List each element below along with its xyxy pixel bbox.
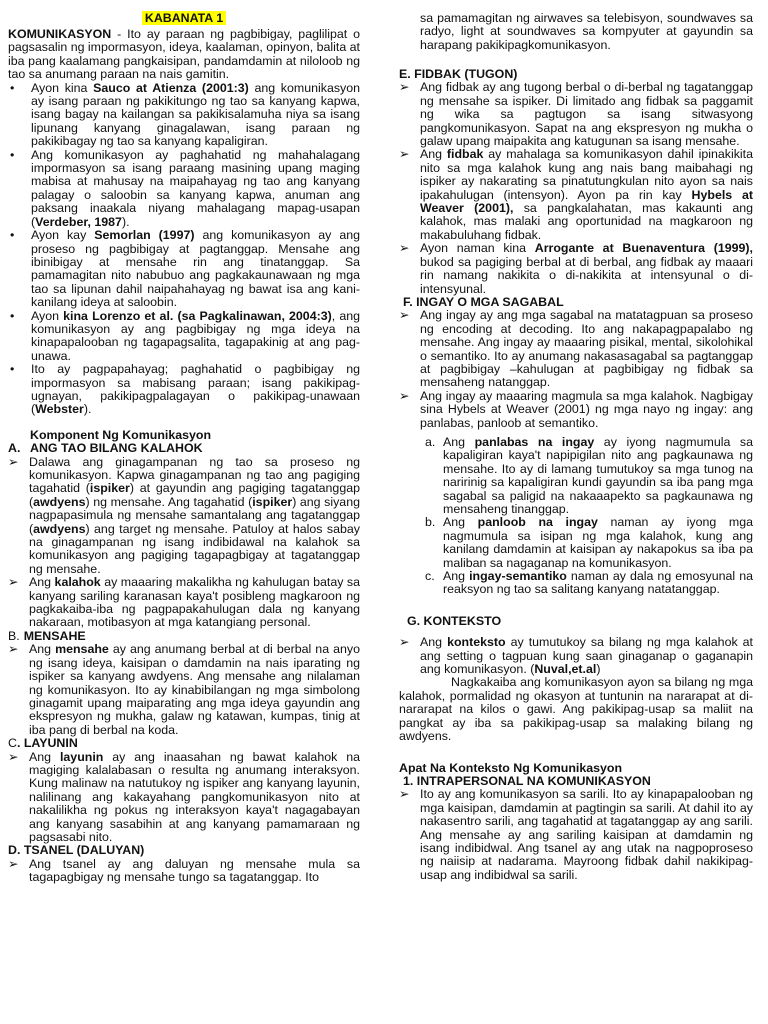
definition-source: Webster: [35, 402, 84, 417]
definition-item: [8, 82, 360, 149]
section-f-items: [399, 309, 753, 430]
intro-paragraph: [8, 28, 360, 82]
arrow-bullet-icon: ➢: [399, 147, 410, 162]
section-b-items: [8, 643, 360, 737]
section-a-items: [8, 456, 360, 630]
definition-item: [8, 310, 360, 364]
section-a-text: awdyens: [33, 494, 86, 509]
section-g-text: ay tumutukoy sa bilang ng mga kalahok at ang setting o tagpuan kung saan ginaganap o gaganapin ang komunikasyon. (: [420, 635, 753, 677]
noise-type-text: panloob na ingay: [477, 515, 598, 530]
section-a-item: [8, 456, 360, 577]
section-f-item: [399, 390, 753, 430]
contexts-heading: Apat Na Konteksto Ng Komunikasyon: [399, 760, 623, 775]
arrow-bullet-icon: ➢: [399, 787, 410, 802]
section-a-text: kalahok: [54, 575, 101, 590]
section-d-item: [8, 858, 360, 885]
noise-type-item: [399, 570, 753, 597]
right-column: [399, 0, 753, 882]
definition-item: [8, 229, 360, 309]
arrow-bullet-icon: ➢: [8, 642, 19, 657]
section-a-heading: A. ANG TAO BILANG KALAHOK: [8, 441, 203, 456]
section-d-heading: D. TSANEL (DALUYAN): [8, 843, 145, 858]
chapter-title: KABANATA 1: [142, 11, 226, 25]
noise-type-text: Ang: [443, 569, 470, 584]
section-e-item: [399, 81, 753, 148]
section-a-text: ay maaaring makalikha ng kahulugan batay sa kanyang sariling karanasan kaya't posibleng magkaroon ng pagkakaiba-iba ng pagpapakahulugan dala ng kanyang nakaraan, motibasyon at mga katangiang personal.: [29, 575, 360, 630]
section-e-text: Ang fidbak ay ang tugong berbal o di-berbal ng tagatanggap ng mensahe sa ispiker. Di limitado ang fidbak sa paggamit ng wika sa pagtugon sa isang sitwasyong pangkomunikasyon. Sapat na ang ekspresyon ng mukha o galaw upang maipakita ang katugunan sa isang mensahe.: [420, 80, 753, 149]
noise-type-text: ingay-semantiko: [469, 569, 567, 584]
section-g-heading: G. KONTEKSTO: [407, 613, 502, 628]
bullet-icon: •: [10, 80, 15, 95]
section-g-text: Ang: [420, 635, 448, 650]
section-f-text: Ang ingay ay maaaring magmula sa mga kalahok. Nagbigay sina Hybels at Weaver (2001) ng mga nayo ng ingay: ang panlabas, panloob at semantiko.: [420, 388, 753, 430]
components-heading: Komponent Ng Komunikasyon: [30, 427, 212, 442]
section-g-items: [399, 636, 753, 676]
arrow-bullet-icon: ➢: [399, 388, 410, 403]
noise-type-text: naman ay iyong mga nagmumula sa isipan ng mga kalahok, kung ang kanilang damdamin at kaisipan ay nakapokus sa iba pa maliban sa nagaganap na komunikasyon.: [443, 515, 753, 570]
bullet-icon: •: [10, 362, 15, 377]
section-b-text: ay ang anumang berbal at di berbal na anyo ng isang ideya, kaisipan o damdamin na nais iparating ng ispiker sa kanyang awdyens. Ang mensahe ang nilalaman ng komunikasyon. Ito ay kinabibilangan ng mga simbolong ginagamit upang maiparating ang mga ideya gayundin ang ekspresyon ng mukha, galaw ng katawan, kumpas, tinig at iba pang di berbal na koda.: [29, 642, 360, 737]
section-g-text: Nuval,et.al: [534, 662, 597, 677]
section-e-text: Arrogante at Buenaventura (1999),: [534, 241, 753, 256]
section-d-continuation: sa pamamagitan ng airwaves sa telebisyon, soundwaves sa radyo, light at soundwaves sa kompyuter at gayundin sa harapang pakikipagkomunikasyon.: [420, 11, 753, 52]
definition-text: ang komunikasyon ay ang proseso ng pagbibigay at pagtanggap. Mensahe ang ibinibigay at mensahe rin ang tinatanggap. Sa pamamagitan nito nabubuo ang pagkakaunawaan ng mga tao sa lipunan dahil naipahahayag ng bawat isa ang kani-kanilang ideya at saloobin.: [31, 228, 360, 310]
section-c-text: layunin: [59, 749, 104, 764]
section-g-item: [399, 636, 753, 676]
contexts-sub1: 1. INTRAPERSONAL NA KOMUNIKASYON: [403, 773, 651, 788]
arrow-bullet-icon: ➢: [8, 575, 19, 590]
definition-text: Ayon kina: [31, 80, 94, 95]
intro-term: KOMUNIKASYON: [8, 27, 112, 41]
arrow-bullet-icon: ➢: [399, 308, 410, 323]
section-a-text: awdyens: [33, 521, 86, 536]
contexts-item: [399, 788, 753, 882]
noise-type-text: panlabas na ingay: [474, 434, 595, 449]
section-e-heading: E. FIDBAK (TUGON): [399, 67, 518, 81]
section-b-text: Ang: [29, 642, 56, 657]
section-c-text: Ang: [29, 749, 60, 764]
section-f-subitems: [399, 436, 753, 597]
section-d-text: Ang tsanel ay ang daluyan ng mensahe mula sa tagapagbigay ng mensahe tungo sa tagatanggap. Ito: [29, 856, 360, 885]
noise-type-text: naman ay dala ng emosyunal na reaksyon ng tao sa salitang kanyang natatanggap.: [443, 569, 753, 597]
section-d-items: [8, 858, 360, 885]
arrow-bullet-icon: ➢: [8, 856, 19, 871]
bullet-icon: •: [10, 147, 15, 162]
section-a-item: [8, 576, 360, 630]
section-e-text: Ang: [420, 147, 447, 162]
section-e-items: [399, 81, 753, 296]
definition-text: Ayon: [31, 308, 64, 323]
section-a-text: Dalawa ang ginagampanan ng tao sa proseso ng komunikasyon. Kapwa ginagampanan ng tao ang pagiging tagahatid (: [29, 454, 360, 496]
definition-item: [8, 149, 360, 229]
contexts-text: Ito ay ang komunikasyon sa sarili. Ito ay kinapapalooban ng mga kaisipan, damdamin at pagtingin sa sarili. At dahil ito ay nakasentro sarili, ang tagahatid at tagatanggap ay ang sarili. Ang mensahe ay ang sariling kaisipan at damdamin ng isang indibidwal. Ang tsanel ay ang utak na nagpoproseso ng naiisip at nadarama. Mayroong fidbak dahil nakikipag-usap ang indibidwal sa sarili.: [420, 787, 753, 882]
noise-type-text: Ang: [443, 515, 478, 530]
noise-type-letter: b.: [425, 515, 436, 530]
section-f-item: [399, 309, 753, 389]
definition-text: ).: [121, 214, 130, 229]
section-f-heading: F. INGAY O MGA SAGABAL: [403, 294, 564, 309]
section-c-heading: C . LAYUNIN: [8, 736, 78, 751]
noise-type-text: Ang: [443, 434, 475, 449]
definition-text: ).: [83, 402, 92, 417]
section-e-text: Ayon naman kina: [420, 241, 535, 256]
definition-text: , ang komunikasyon ay ang pagbibigay ng mga ideya na kinapapalooban ng tagapagsalita, tagapakinig at ang pag-unawa.: [31, 308, 360, 363]
section-a-text: ispiker: [89, 481, 130, 496]
noise-type-letter: c.: [425, 569, 435, 584]
arrow-bullet-icon: ➢: [8, 749, 19, 764]
noise-type-item: [399, 436, 753, 516]
definition-text: Ang komunikasyon ay paghahatid ng mahahalagang impormasyon sa isang paraang masining upang maging mabisa at mahusay na maipahayag ng tao ang kanyang palagay o saloobin sa kanyang kapwa, anuman ang paksang inaakala niyang mahalagang mapag-usapan (: [31, 147, 360, 229]
contexts-items: [399, 788, 753, 882]
noise-type-item: [399, 516, 753, 570]
definitions-list: [8, 82, 360, 417]
section-a-text: ) ang siyang nagpapasimula ng mensahe samantalang ang tagatanggap (: [29, 494, 360, 536]
noise-type-text: ay iyong nagmumula sa kapaligiran kaya't napipigilan nito ang pagkaunawa ng mensahe. Ito ay di lamang tumutukoy sa mga tunog na naririnig sa kapaligiran kundi gayundin sa iba pang mga sagabal sa paligid na nakaaapekto sa pagkaunawa ng mensaheng tinanggap.: [443, 434, 753, 516]
section-a-text: ) ng mensahe. Ang tagahatid (: [85, 494, 253, 509]
section-g-paragraph: Nagkakaiba ang komunikasyon ayon sa bilang ng mga kalahok, pormalidad ng okasyon at tuntunin na nararapat at di-nararapat na kilos o gawi. Ang pakikipag-usap sa maliit na pangkat ay iba sa pakikipag-usap sa malaking bilang ng awdyens.: [399, 675, 753, 744]
definition-source: kina Lorenzo et al. (sa Pagkalinawan, 2004:3): [63, 308, 332, 323]
arrow-bullet-icon: ➢: [399, 80, 410, 95]
bullet-icon: •: [10, 228, 15, 243]
definition-text: Ito ay pagpapahayag; paghahatid o pagbibigay ng impormasyon sa mabisang paraan; isang pakikipag-ugnayan, pakikipagpalagayan o pakikipag-unawaan (: [31, 362, 360, 417]
definition-item: [8, 363, 360, 417]
definition-source: Semorlan (1997): [94, 228, 195, 243]
section-f-text: Ang ingay ay ang mga sagabal na matatagpuan sa proseso ng encoding at decoding. Ito ang nakapagpapalabo ng mensahe. Ang ingay ay maaaring pisikal, mental, sikolohikal o semantiko. Ito ay anumang nakasasagabal sa pagtanggap at pagbibigay –kahulugan at pagbibigay ng fidbak sa mensaheng natanggap.: [420, 308, 753, 390]
section-b-heading: B. MENSAHE: [8, 628, 86, 643]
arrow-bullet-icon: ➢: [399, 635, 410, 650]
section-b-text: mensahe: [55, 642, 109, 657]
section-a-text: ispiker: [252, 494, 293, 509]
section-e-text: Hybels at Weaver (2001),: [420, 187, 753, 216]
section-e-text: fidbak: [446, 147, 484, 162]
section-e-text: ay mahalaga sa komunikasyon dahil ipinakikita nito sa mga kalahok kung ang nais bang maibahagi ng ispiker ay nakarating sa pinatutungkulan nito ayon sa nais ipakahulugan (intensyon). Ayon pa rin kay: [420, 147, 753, 202]
left-column: [8, 12, 360, 885]
section-b-item: [8, 643, 360, 737]
definition-text: ang komunikasyon ay isang paraan ng pakikitungo ng tao sa kanyang kapwa, isang bagay na kailangan sa pakikisalamuha niya sa isang lipunang kanyang ginagalawan, isang paraan ng pakikibagay ng tao sa kanyang kapaligiran.: [31, 80, 361, 149]
definition-source: Sauco at Atienza (2001:3): [93, 80, 249, 95]
section-c-text: ay ang inaasahan ng bawat kalahok na magiging kalalabasan o resulta ng anumang interaksyon. Kung malinaw na natutukoy ng ispiker ang kanyang layunin, nalilinang ang kakayahang pangkomunikasyon nito at nakalilikha ng pokus ng interaksyon kaya't nagagabayan ang kanyang sasabihin at ang kanyang pamamaraan ng pagsasabi nito.: [29, 749, 360, 844]
definition-text: Ayon kay: [31, 228, 95, 243]
definition-source: Verdeber, 1987: [35, 214, 122, 229]
section-c-items: [8, 751, 360, 845]
section-g-text: konteksto: [447, 635, 506, 650]
section-a-text: ) ang target ng mensahe. Patuloy at halos sabay na ginagampanan ng isang indibidawal na kalahok sa komunikasyon ang pagiging tagapagbigay at tagatanggap ng mensahe.: [29, 521, 360, 576]
section-a-text: ) at gayundin ang pagiging tagatanggap (: [29, 481, 360, 509]
bullet-icon: •: [10, 308, 15, 323]
section-a-text: Ang: [29, 575, 55, 590]
section-e-text: bukod sa pagiging berbal at di berbal, ang fidbak ay maaari rin namang nakikita o di-nakikita at intensyunal o di- intensyunal.: [420, 254, 753, 296]
section-c-item: [8, 751, 360, 845]
section-e-item: [399, 242, 753, 296]
intro-text: - Ito ay paraan ng pagbibigay, paglilipat o pagsasalin ng impormasyon, ideya, kaalaman, opinyon, balita at iba pang kaalamang pangkaisipan, pandamdamin at niloloob ng tao sa anumang paraan na nais gamitin.: [8, 27, 360, 82]
section-e-text: sa pangkalahatan, mas kakaunti ang kalahok, mas malaki ang oportunidad na magkaroon ng makabuluhang fidbak.: [420, 201, 753, 242]
arrow-bullet-icon: ➢: [399, 241, 410, 256]
arrow-bullet-icon: ➢: [8, 454, 19, 469]
noise-type-letter: a.: [425, 434, 436, 449]
section-e-item: [399, 148, 753, 242]
section-g-text: ): [596, 662, 601, 677]
